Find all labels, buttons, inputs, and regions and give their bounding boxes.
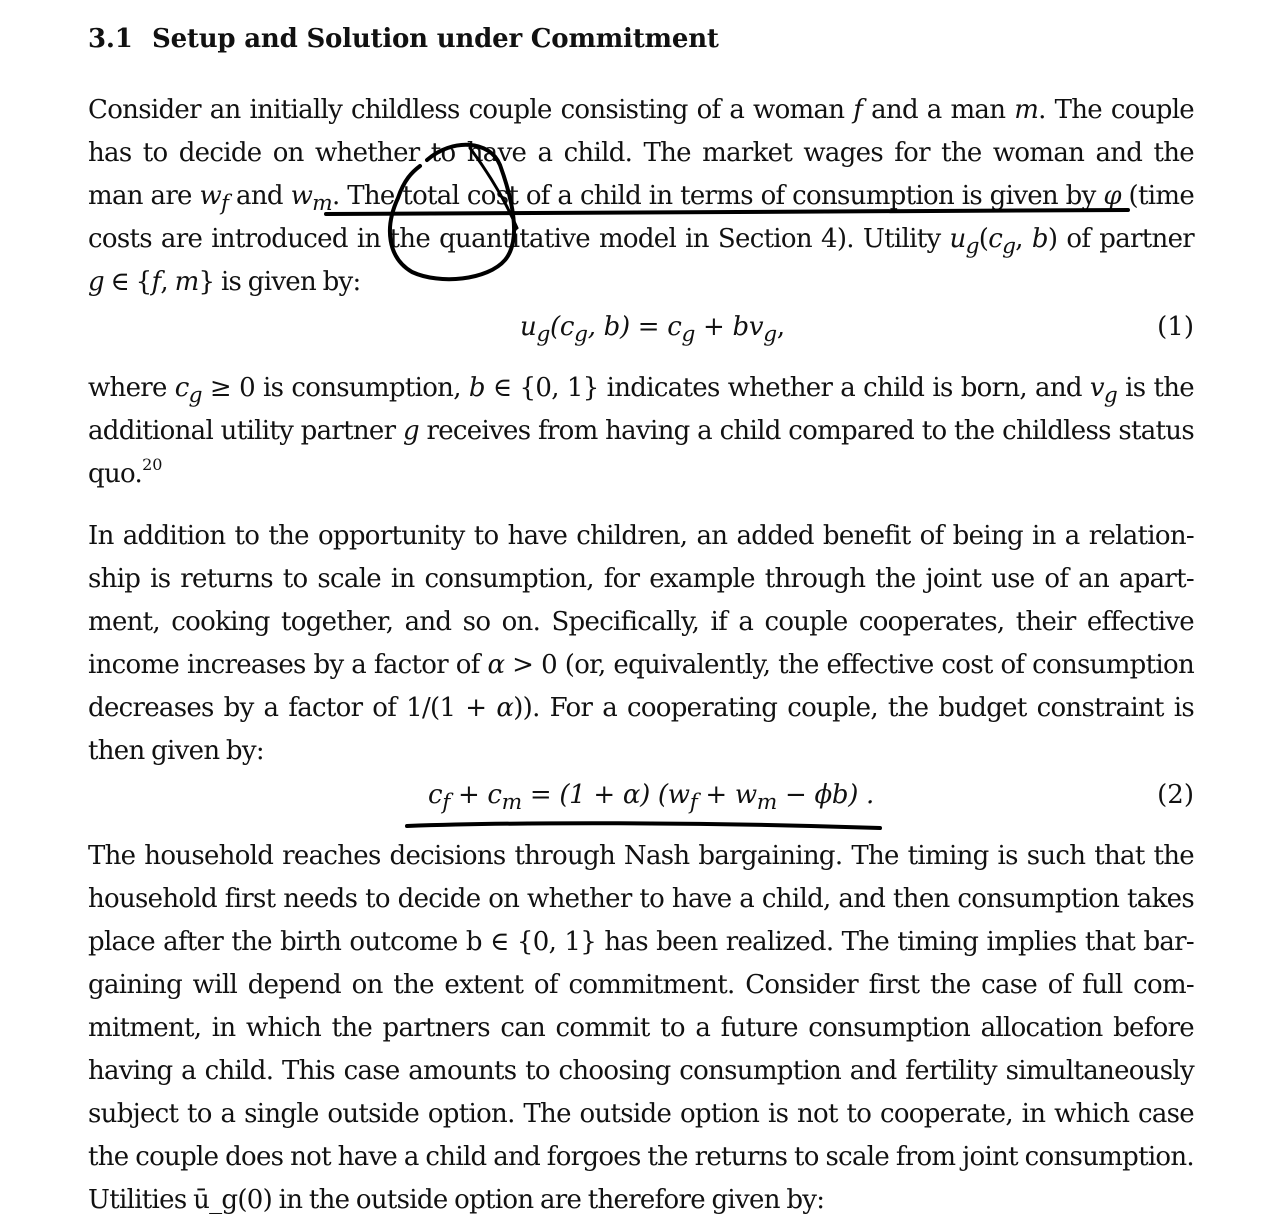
footnote-marker[interactable]: 20 xyxy=(142,455,163,474)
text-line: additional utility partner g receives from having a child compared to the childless status xyxy=(88,416,1194,446)
text-line: Consider an initially childless couple consisting of a woman f and a man m. The couple xyxy=(88,95,1194,125)
text-line: subject to a single outside option. The outside option is not to cooperate, in which case xyxy=(88,1099,1194,1129)
text-line: where $c_g \ge 0$ is consumption, b ∈ {0, 1} indicates whether a child is born, and $v_g$ is the xyxy=(88,373,1194,409)
text-line: place after the birth outcome b ∈ {0, 1} has been realized. The timing implies that bar- xyxy=(88,927,1194,957)
equation-budget-constraint: $c_f + c_m = (1 + \alpha) (w_f + w_m - \phi b)$ . (2) xyxy=(88,774,1194,817)
text-line: having a child. This case amounts to choosing consumption and fertility simultaneously xyxy=(88,1056,1194,1086)
section-title: Setup and Solution under Commitment xyxy=(152,24,719,54)
text-line: ment, cooking together, and so on. Specifically, if a couple cooperates, their effective xyxy=(88,607,1194,637)
text-line: In addition to the opportunity to have children, an added benefit of being in a relation- xyxy=(88,521,1194,551)
text-line: The household reaches decisions through Nash bargaining. The timing is such that the xyxy=(88,841,1194,871)
text-line: income increases by a factor of α > 0 (or, equivalently, the effective cost of consumption xyxy=(88,650,1194,680)
text-line: mitment, in which the partners can commit to a future consumption allocation before xyxy=(88,1013,1194,1043)
text-line: household first needs to decide on whether to have a child, and then consumption takes xyxy=(88,884,1194,914)
text-line: decreases by a factor of 1/(1 + α)). For a cooperating couple, the budget constraint is xyxy=(88,693,1195,723)
section-heading xyxy=(88,24,719,54)
equation-number: (1) xyxy=(1157,312,1194,342)
paragraph-returns-to-scale xyxy=(88,515,1194,773)
paragraph-definitions xyxy=(88,367,1194,496)
text-line: man are $w_f$ and $w_m$. The total cost of a child in terms of consumption is given by φ (time xyxy=(88,181,1195,217)
text-line: Utilities ū_g(0) in the outside option are therefore given by: xyxy=(88,1185,825,1215)
text-line: the couple does not have a child and forgoes the returns to scale from joint consumption. xyxy=(88,1142,1194,1172)
equation-number: (2) xyxy=(1157,780,1194,810)
text-line: then given by: xyxy=(88,736,264,766)
text-line: has to decide on whether to have a child. The market wages for the woman and the xyxy=(88,138,1194,168)
text-line: costs are introduced in the quantitative model in Section 4). Utility $u_g(c_g$, b) of partner xyxy=(88,224,1194,260)
text-line: g ∈ {f, m} is given by: xyxy=(88,267,361,297)
equation-utility: $u_g(c_g$, $b) = c_g + bv_g$, (1) xyxy=(88,306,1194,349)
paragraph-bargaining xyxy=(88,835,1194,1222)
text-line: quo.$^{20}$ xyxy=(88,455,163,489)
section-number: 3.1 xyxy=(88,24,133,54)
text-line: ship is returns to scale in consumption, for example through the joint use of an apart- xyxy=(88,564,1194,594)
paragraph-setup xyxy=(88,89,1194,304)
text-line: gaining will depend on the extent of commitment. Consider first the case of full com- xyxy=(88,970,1194,1000)
